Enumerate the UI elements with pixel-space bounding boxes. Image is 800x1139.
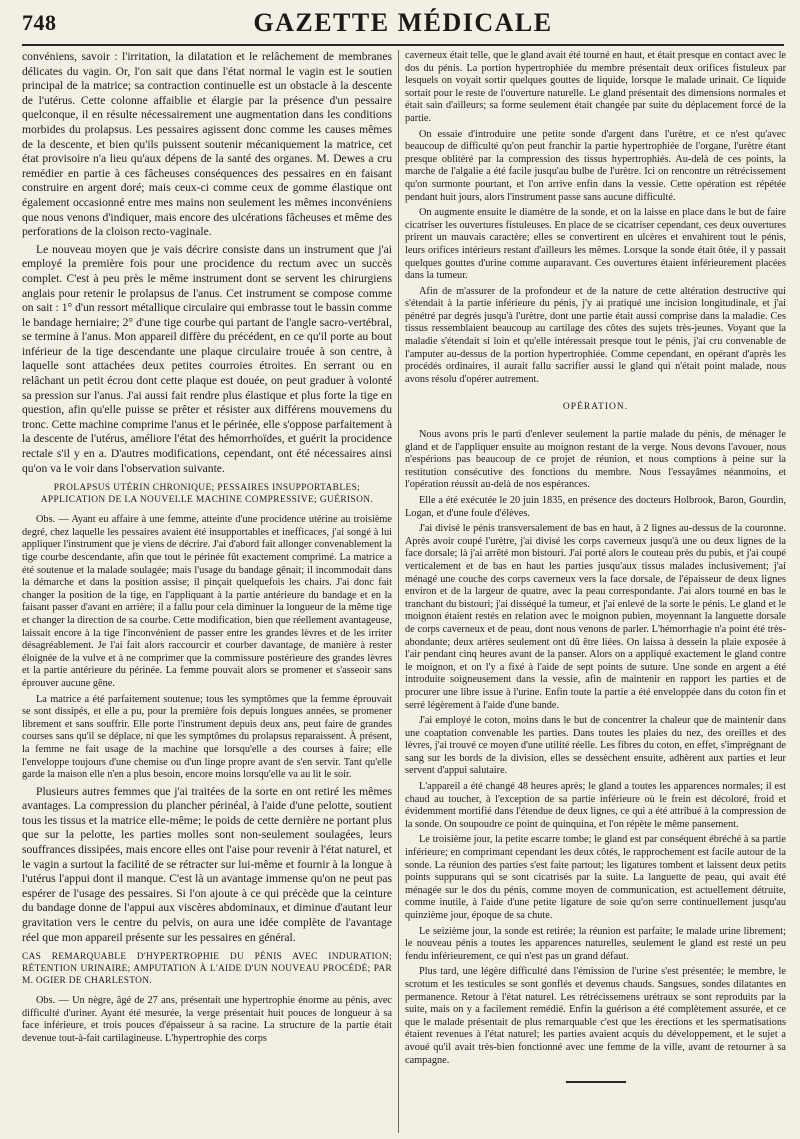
page-number: 748 (22, 10, 57, 35)
paragraph: convéniens, savoir : l'irritation, la dilatation et le relâchement de membranes délicates du vagin. Or, l'on sait que dans l'état normal le vagin est le soutien principal de la matrice; sa contraction continuelle est un obstacle à la descente de l'utérus. Cette colonne affaiblie et élargie par la présence d'un pessaire quelconque, il en résulte nécessairement une augmentation dans les conditions morbides du prolapsus. Les pessaires agissent donc comme les causes mêmes de la descente, et bien qu'ils puissent soutenir mécaniquement la matrice, cet état provisoire n'a lieu qu'aux dépens de la santé des organes. M. Dewes a cru remédier en partie à ces fâcheuses conséquences des pessaires en en faisant construire en argent doré; mais ceux-ci comme ceux de gomme élastique ont également occasionné entre mes mains non seulement les mêmes inconvéniens que nous venons d'indiquer, mais encore des ulcérations fâcheuses et même des perforations de la cloison recto-vaginale. (22, 50, 392, 239)
paragraph: L'appareil a été changé 48 heures après; le gland a toutes les apparences normales; il est chaud au toucher, à l'exception de sa partie inférieure où le frein est décoloré, froid et évidemment mortifié dans l'étendue de deux lignes, ce qui a été attribué à la compression de la sonde. On soupoudre ce point de quinquina, et l'on répète le même pansement. (405, 781, 786, 830)
paragraph: Le nouveau moyen que je vais décrire consiste dans un instrument que j'ai employé la première fois pour une procidence du rectum avec un succès complet. C'est à peu près le même instrument dont se servent les chirurgiens anglais pour retenir le prolapsus de l'anus. Cet instrument se compose comme on sait : 1° d'un ressort métallique circulaire qui embrasse tout le bassin comme le bandage herniaire; 2° d'une tige courbe qui partant de l'angle sacro-vertébral, se termine à l'anus. Mon appareil diffère du précédent, en ce qu'il porte au bout inférieur de la tige descendante une plaque circulaire trouée à son centre, à laquelle sont attachées deux petites courroies étroites. En serrant ou en relâchant un petit écrou dont cette plaque est douée, on peut graduer à volonté sa pression sur l'anus. J'ai aussi fait rendre plus élastique et plus forte la tige en question, afin qu'elle puisse se prêter et résister aux différens mouvemens du tronc. Cette machine comprime l'anus et le périnée, elle s'oppose parfaitement à la descente de l'utérus, améliore l'état des hémorrhoïdes, et guérit la procidence rectale s'il y en a. D'autres modifications, cependant, ont été nécessaires ainsi qu'on va le voir dans l'observation suivante. (22, 242, 392, 475)
paragraph: Nous avons pris le parti d'enlever seulement la partie malade du pénis, de ménager le gland et de l'appliquer ensuite au moignon restant de la verge. Nous devons l'avouer, nous n'espérions pas beaucoup de ce projet de réunion, et nous comptions à peine sur la restitution consécutive des fonctions du membre. Nous l'essayâmes néanmoins, et l'opération réussit au-delà de nos espérances. (405, 429, 786, 491)
observation-paragraph: Obs. — Un nègre, âgé de 27 ans, présentait une hypertrophie énorme au pénis, avec difficulté d'uriner. Ayant été mesurée, la verge présentait huit pouces de longueur à sa face inférieure, et trois pouces d'épaisseur à sa racine. La structure de la partie était devenue tout-à-fait cartilagineuse. L'hypertrophie des corps (22, 995, 392, 1044)
observation-paragraph: Obs. — Ayant eu affaire à une femme, atteinte d'une procidence utérine au troisième degré, chez laquelle les pessaires avaient été insupportables et inefficaces, j'ai songé à lui appliquer l'instrument que je viens de décrire. J'ai d'abord fait allonger convenablement la tige courbe descendante, afin que tout le périnée fût exactement comprimé. La matrice a été soutenue et la malade soulagée; mais l'usage du bandage gênait; il incommodait dans la démarche et dans la position assise; il pinçait quelquefois les chairs. J'ai donc fait changer la position de la tige, en l'appliquant à la partie antérieure du bandage et en la faisant passer d'avant en arrière; il a fallu pour cela diminuer la longueur de la même tige et changer la direction de sa courbe. Cette modification, bien que réellement avantageuse, laissait encore à la tige l'inconvénient de passer entre les grandes lèvres et de les irriter désagréablement. Je l'ai fait alors raccourcir et courber davantage, de manière à rester éloignée de la vulve et à ne comprimer que la commissure postérieure des grandes lèvres et la partie antérieure du périnée. La femme pouvait alors se promener et s'asseoir sans éprouver aucune gêne. (22, 514, 392, 689)
paragraph: Plusieurs autres femmes que j'ai traitées de la sorte en ont retiré les mêmes avantages. La compression du plancher périnéal, à l'aide d'une pelotte, soutient tous les tissus et la matrice elle-même; le poids de cette dernière ne portant plus que sur la pelotte, les parties molles sont non-seulement soulagées, leurs souffrances dissipées, mais encore elles ont l'aise pour revenir à l'état naturel, et le vagin a surtout la facilité de se rétracter sur lui-même et fournir à la longue à l'utérus l'appui dont il manque. C'est là un avantage immense qu'on ne peut pas espérer de l'usage des pessaires. Si l'on ajoute à ce qui précède que la ceinture du bandage donne de l'appui aux viscères abdominaux, et diminue d'autant leur gravitation vers le centre du pelvis, on aura une idée complète de l'avantage réel que mon appareil présente sur les pessaires en général. (22, 784, 392, 944)
operation-heading: OPÉRATION. (562, 402, 629, 413)
section-title: PROLAPSUS UTÉRIN CHRONIQUE; PESSAIRES INSUPPORTABLES; APPLICATION DE LA NOUVELLE MACHINE COMPRESSIVE; GUÉRISON. (40, 483, 374, 506)
paragraph: On augmente ensuite le diamètre de la sonde, et on la laisse en place dans le but de faire cicatriser les ouvertures fistuleuses. En place de se cicatriser cependant, ces deux ouvertures prirent un mauvais caractère; elles se convertirent en ulcères et envahirent tout le pénis, leurs orifices intérieurs restant d'ailleurs les mêmes. Lorsque la sonde était ôtée, il y passait quelques gouttes d'urine comme auparavant. Ces ouvertures étaient inférieurement placées dans la tumeur. (405, 207, 786, 282)
paragraph: J'ai employé le coton, moins dans le but de concentrer la chaleur que de maintenir dans une coaptation convenable les parties. Dans toutes les plaies du nez, des oreilles et des lèvres, j'ai trouvé ce moyen d'une utilité réelle. Les fibres du coton, en effet, s'imprégnant de sang sur les bords de la division, elles se dessèchent ensuite, adhèrent aux parties et leur servent d'appui salutaire. (405, 715, 786, 777)
paragraph: Le seizième jour, la sonde est retirée; la réunion est parfaite; le malade urine librement; le nouveau pénis a toutes les apparences naturelles, seulement le gland est resté un peu fendu inférieurement, ce qui n'est pas un grand défaut. (405, 925, 786, 962)
paragraph: Elle a été exécutée le 20 juin 1835, en présence des docteurs Holbrook, Baron, Gourdin, Logan, et d'une foule d'élèves. (405, 495, 786, 519)
paragraph: On essaie d'introduire une petite sonde d'argent dans l'urètre, et ce n'est qu'avec beaucoup de difficulté qu'on peut franchir la partie hypertrophiée de l'organe, l'urètre étant presque oblitéré par la compression des tissus hypertrophiés. Au-delà de ces points, la marche de l'algalie a été facile jusqu'au bulbe de l'urètre. Ici on rencontre un rétrécissement qu'on surmonte pourtant, et l'on arrive enfin dans la vessie. Cette opération est répétée pendant huit jours, alors l'instrument passe sans aucune difficulté. (405, 128, 786, 203)
paragraph: caverneux était telle, que le gland avait été tourné en haut, et était presque en contact avec le dos du pénis. La portion hypertrophiée du membre présentait deux orifices fistuleux par lesquels on voyait sortir quelques gouttes de liquide, lorsque le malade urinait. Ce liquide sortait pour le reste de l'ouverture naturelle. Le gland présentait des dimensions normales et était sain d'ailleurs; sa forme seulement était changée par suite du déplacement forcé de la partie. (405, 50, 786, 124)
section-title: CAS REMARQUABLE D'HYPERTROPHIE DU PÉNIS AVEC INDURATION; RÉTENTION URINAIRE; AMPUTATION À L'AIDE D'UN NOUVEAU PROCÉDÉ; PAR M. OGIER DE CHARLESTON. (22, 952, 392, 987)
observation-paragraph: La matrice a été parfaitement soutenue; tous les symptômes que la femme éprouvait se sont dissipés, et elle a pu, pour la première fois depuis longues années, se promener librement et sans souffrir. Elle porte l'instrument depuis deux ans, peut faire de grandes courses sans qu'il se déplace, ni que les symptômes du prolapsus reparaissent. À présent, la femme ne fait usage de la machine que lorsqu'elle a des courses à faire; elle l'enveloppe toujours d'une chemise ou d'un linge propre avant de s'en servir. Tant qu'elle garde la maison elle n'en a plus besoin, encore moins lorsqu'elle va au lit le soir. (22, 693, 392, 781)
end-rule (566, 1081, 626, 1083)
column-divider (398, 50, 399, 1133)
journal-title: GAZETTE MÉDICALE (253, 8, 553, 37)
paragraph: Afin de m'assurer de la profondeur et de la nature de cette altération destructive qui s'étendait à la partie inférieure du pénis, j'y ai pratiqué une incision longitudinale, et j'ai pénétré par degrés jusqu'à l'urètre, dont une partie était aussi comprise dans la maladie. Ces tissus ressemblaient beaucoup au cartilage des côtes des sujets très-jeunes. Voyant que la maladie s'étendait si loin et qu'elle intéressait presque tout le pénis, j'ai cru convenable de l'amputer au-dessus de la portion hypertrophiée. Comme cependant, en opérant d'après les procédés ordinaires, il aurait fallu sacrifier aussi le gland qui n'était point malade, nous avons résolu d'opérer autrement. (405, 285, 786, 385)
left-column (22, 50, 392, 1133)
paragraph: Le troisième jour, la petite escarre tombe; le gland est par conséquent ébréché à sa partie inférieure; en comprimant cependant les deux côtés, le rapprochement est facile autour de la sonde. La réunion des parties s'est faite partout; les ligatures tombent et laissent deux petits points suppurans qui se sont cicatrisés par la suite. La languette de peau, qui avait été ménagée sur le dos du pénis, comme moyen de communication, est actuellement détruite, comme inutile, à l'aide d'une petite ligature de soie qu'on serre continuellement jusqu'au quinzième jour, époque de sa chute. (405, 834, 786, 921)
page-header (22, 4, 784, 46)
paragraph: J'ai divisé le pénis transversalement de bas en haut, à 2 lignes au-dessus de la couronne. Après avoir coupé l'urètre, j'ai divisé les corps caverneux jusqu'à une ou deux lignes de la face dorsale; là j'ai arrêté mon bistouri. J'ai porté alors le couteau près du pubis, et j'ai coupé verticalement et de bas en haut les parties jusqu'aux tissus malades inclusivement; j'ai ménagé une couche des corps caverneux vers la face dorsale, de l'épaisseur de deux lignes environ et de la largeur de quatre, avec la peau correspondante. J'ai alors tourné en bas le tranchant du bistouri; j'ai disséqué la tumeur, et j'ai enlevé de la sorte le pénis. Le gland et le moignon étaient restés en relation avec le moignon pubien, moyennant la languette dorsale de corps caverneux et de peau, dont nous venons de parler. L'hémorrhagie n'a point été très-abondante; deux artères seulement ont dû être liées. On laissa à dessein la plaie exposée à l'air pendant cinq heures avant de la panser. Alors on a appliqué exactement le gland contre le moignon, et on l'y a fixé à l'aide de sept points de suture. Une sonde en argent a été introduite soigneusement dans la vessie, afin de maintenir en rapport les parties et de procurer une libre issue à l'urine. Enfin toute la partie a été enveloppée dans du coton fin et serré légèrement à l'aide d'une bande. (405, 523, 786, 711)
paragraph: Plus tard, une légère difficulté dans l'émission de l'urine s'est présentée; le membre, le scrotum et les testicules se sont gonflés et devenus chauds. Sangsues, sondes dilatantes en permanence. Retour à l'état naturel. Les rétrécissemens urétraux se sont reproduits par la suite, mais on y a facilement remédié. Enfin la guérison a été complètement assurée, et ce que le malade présentait de plus remarquable c'est que les érections et les spermatisations étaient revenues à l'état naturel; les parties avaient acquis du développement, et le sujet a avoué qu'il avait très-bien fonctionné avec une femme de la ville, avant de retourner à sa campagne. (405, 966, 786, 1066)
right-column (405, 50, 786, 1133)
